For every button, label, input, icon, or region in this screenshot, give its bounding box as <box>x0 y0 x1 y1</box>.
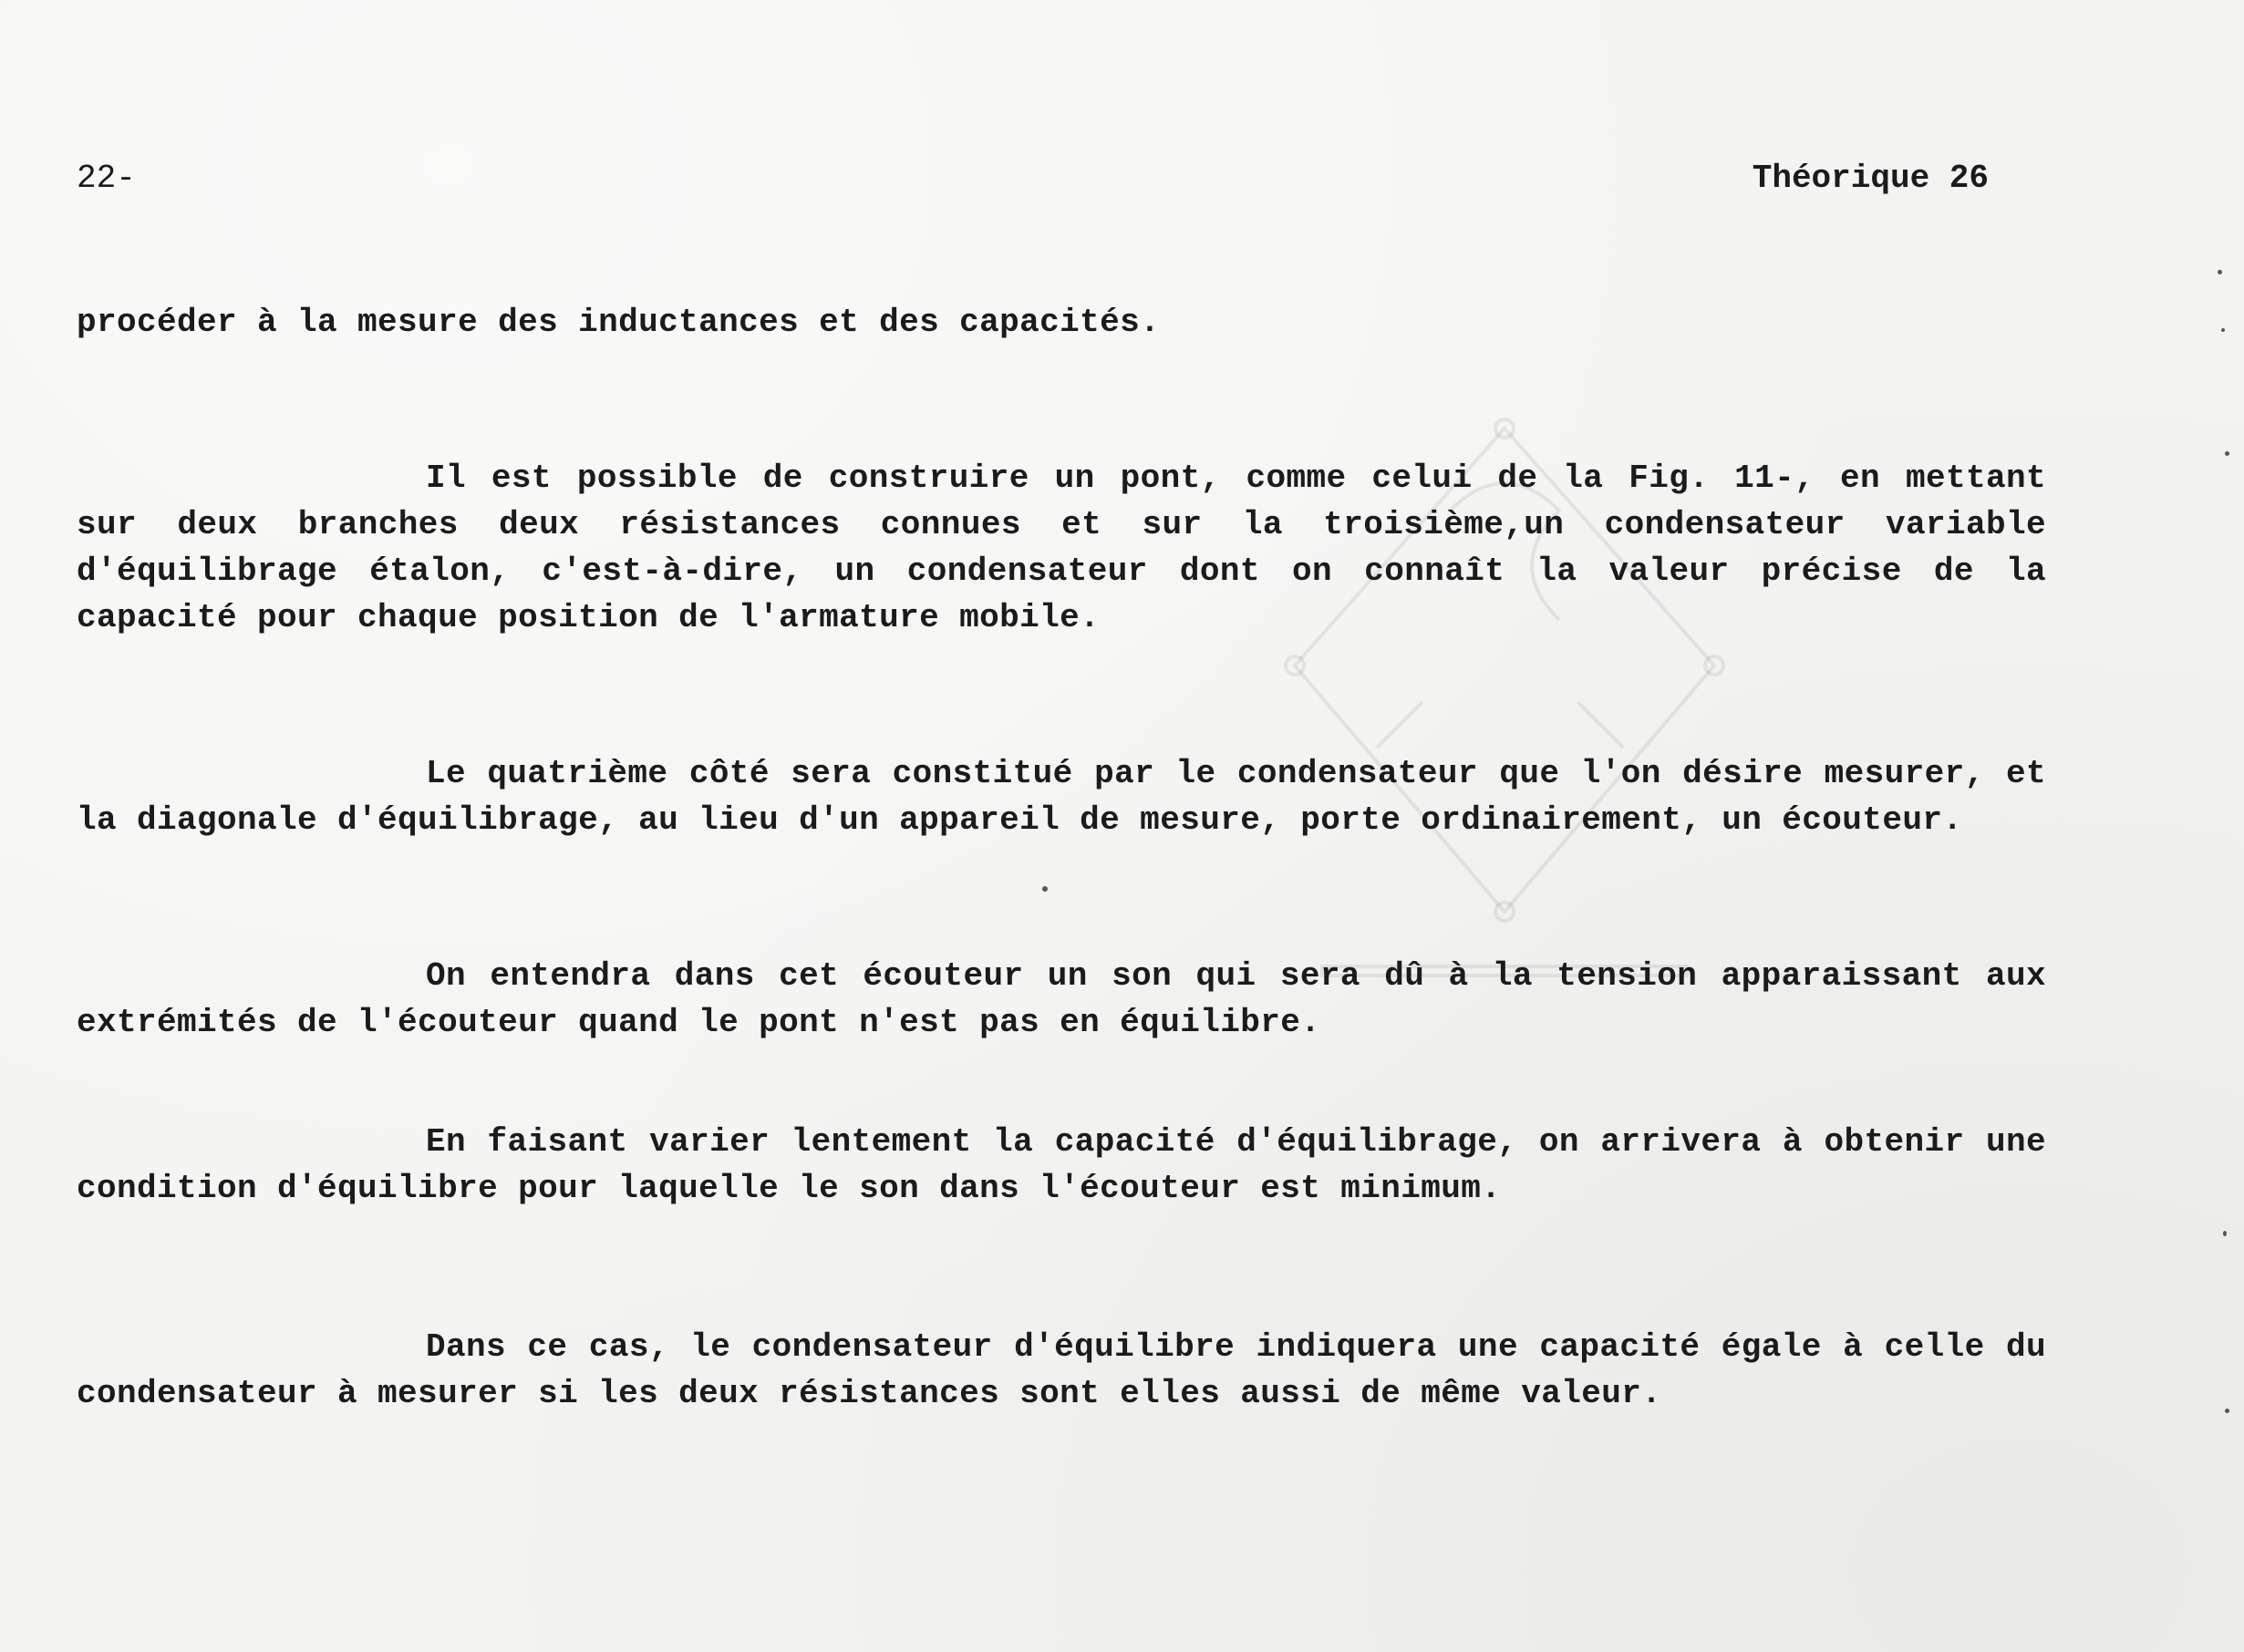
running-title: Théorique 26 <box>1752 160 1989 197</box>
paragraph: procéder à la mesure des inductances et des capacités. <box>77 304 1161 341</box>
paragraph: En faisant varier lentement la capacité d'équilibrage, on arrivera à obtenir une condition d'équilibre pour laquelle le son dans l'écouteur est minimum. <box>77 1123 2046 1207</box>
body-text <box>77 299 2046 1417</box>
scan-speck <box>2218 270 2222 274</box>
paragraph: Il est possible de construire un pont, comme celui de la Fig. 11-, en mettant sur deux branches deux résistances connues et sur la troisième,un condensateur variable d'équilibrage étalon, c'est-à-dire, un condensateur dont on connaît la valeur précise de la capacité pour chaque position de l'armature mobile. <box>77 459 2046 636</box>
paragraph: Dans ce cas, le condensateur d'équilibre indiquera une capacité égale à celle du condensateur à mesurer si les deux résistances sont elles aussi de même valeur. <box>77 1328 2046 1412</box>
scan-speck <box>1042 886 1048 892</box>
scan-speck <box>2223 1231 2227 1236</box>
scan-speck <box>2225 1409 2229 1413</box>
scan-speck <box>2221 328 2225 332</box>
page-number: 22- <box>77 160 136 197</box>
scan-speck <box>2225 451 2229 456</box>
paragraph: On entendra dans cet écouteur un son qui sera dû à la tension apparaissant aux extrémités de l'écouteur quand le pont n'est pas en équilibre. <box>77 957 2046 1041</box>
paragraph: Le quatrième côté sera constitué par le condensateur que l'on désire mesurer, et la diagonale d'équilibrage, au lieu d'un appareil de mesure, porte ordinairement, un écouteur. <box>77 755 2046 839</box>
